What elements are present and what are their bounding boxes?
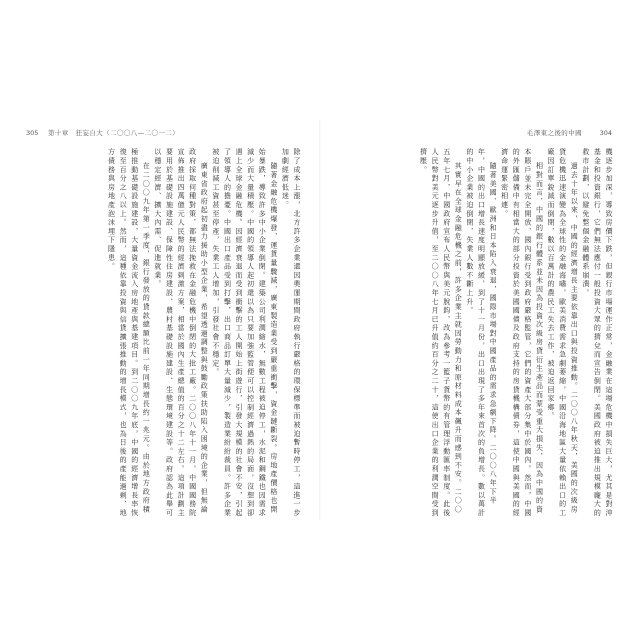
paragraph: 隨著美國、歐洲和日本陷入衰退，國際市場對中國產品的需求急劇下降。二〇〇八年下半年，中國的出口增長速度明顯放緩，到了十一月份，出口出現了多年來首次的負增長。數以萬計的中小企業被迫倒閉，失業人數不斷上升。 [465,148,498,518]
right-page [338,126,614,518]
running-head: 毛澤東之後的中國 [526,129,582,137]
paragraph: 隨著金融危機爆發，運貨量驟減，廣東製造業受到嚴重衝擊，資金鏈斷裂。房地產價格也開始暴跌，導致許多中小企業倒閉。建築公司利潤縮水，無數工程被迫停工，水泥和鋼鐵也因需求減少而大量積壓。中國的領導人起初還以為只要加強監管便可以控制經濟過熱的局面，沒想到卻遇上全球金融危機。因經濟衰退而受到衝擊的工人開始上街遊行，引發大規模的社會不安，引起了領導人的擔憂。中國出口產品受到打擊，出口商品訂單大量減少，製造業紛紛裁員。許多企業被迫削減工資甚至停產，失業工人增加，引發社會不穩定。 [211,148,278,518]
right-page-header [338,126,614,140]
left-page [26,126,302,518]
running-head: 第十章 狂妄自大（二〇〇八—二〇一二） [48,129,180,137]
page-number: 304 [599,129,612,137]
page-gutter [319,120,321,520]
page-number: 305 [26,129,39,137]
right-page-body [338,148,614,518]
left-page-body [26,148,302,518]
paragraph: 在二〇〇九年第一季度，銀行發放的貸款總額比前一年同期增長約一兆元。由於地方政府積極推動基礎設施建設，大量資金流入房地產與基建項目。到二〇〇九年底，中國的經濟增長率恢復至百分之八以上。然而，這種依靠投資與信貸擴張推動的增長模式，也為日後的產能過剩、地方債務與房地產泡沫埋下隱患。 [107,148,151,518]
paragraph: 廣東省政府起初盡力援助小型企業，希望透過調整與鼓勵政策扶助陷入困境的企業，但無論政府採取何種對策，都無法挽救在金融危機中倒閉的大批工廠。二〇〇八年十一月，中國國務院宣佈推出四萬億元人民幣的經濟刺激方案，相當於國內生產總值的百分之十二左右。這項計劃主要用於基礎設施建設、保障性住房建設、農村基礎設施建設、生態環境建設等。政府認為此舉可以穩定經濟、擴大內需、促進就業。 [153,148,209,518]
paragraph: 機逐步加深，導致房價下跌，但銀行市場運作正常，金融業在這場危機中損失巨大，尤其是對沖基金和投資銀行，它們無法應付一般投資大眾的擠兌而宣告倒閉。美國政府被迫推出規模龐大的救市計劃，以避免整個金融體系崩潰。 [581,148,613,518]
paragraph: 過去十年以來，中國的經濟增長主要依靠出口與投資推動。二〇〇八年秋天，美國的次級房貸危機迅速演變為全球性的金融海嘯，歐美消費需求急劇萎縮，中國沿海地區大量依賴出口的工廠因訂單銳減而倒閉，數以百萬計的農民工失去工作，被迫返回家鄉。 [547,148,579,518]
paragraph: 除了成本上漲，北方許多企業還因奧運期間政府執行嚴格的環保標準而被迫暫時停工，這進一步加劇經濟低迷。 [281,148,301,518]
left-page-header [26,126,302,140]
paragraph: 其實早在全球金融危機之前，許多企業主就因勞動力和原材料成本飆升而感到不安。二〇〇五年七月，中國政府宣布人民幣與美元脫鈎，改為參考一籃子貨幣的有管理浮動匯率制度。此後人民幣對美元逐步升值，至二〇〇八年七月已升值約百分之二十，這使出口企業的利潤空間受到擠壓。 [419,148,463,518]
paragraph: 相對而言，中國的銀行體系並未因為投資次級房貸衍生產品而蒙受重大損失，因為中國的資本賬戶並未完全開放，國內銀行受到政府嚴格監管，它們的資產大部分集中於國內。然而，中國的外匯儲備中有相當大的部分投資於美國國債及政府支持的房貸機構債券，這使中國與美國的經濟命運緊密相連。 [500,148,544,518]
